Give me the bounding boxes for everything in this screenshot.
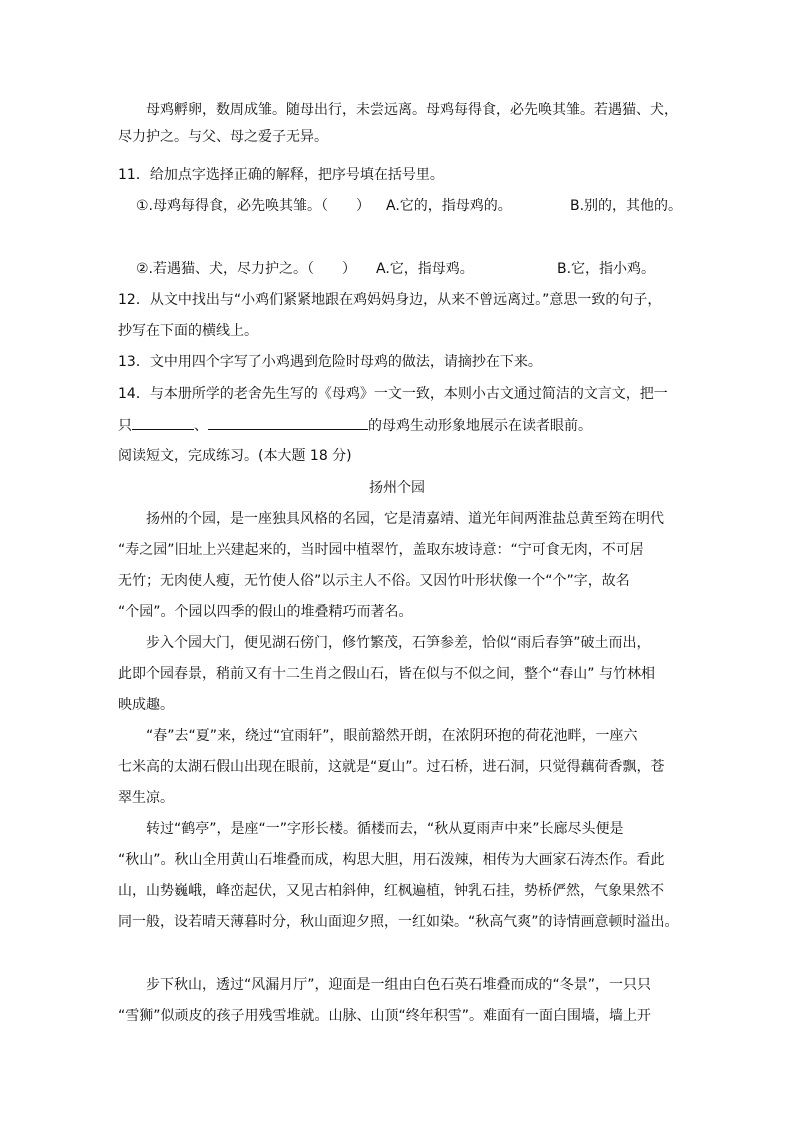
article-line: 步下秋山，透过“风漏月厅”，迎面是一组由白色石英石堆叠而成的“冬景”，一只只 xyxy=(146,977,652,993)
question-11-item-1-option-b: B.别的，其他的。 xyxy=(570,198,683,214)
question-11-item-1-option-a: A.它的，指母鸡的。 xyxy=(386,198,512,214)
question-11-item-1: ①.母鸡每得食，必先唤其雏。（ ） xyxy=(136,198,370,214)
article-line: “个园”。个园以四季的假山的堆叠精巧而著名。 xyxy=(118,604,413,620)
article-line: 山，山势巍峨，峰峦起伏，又见古柏斜伸，红枫遍植，钟乳石挂，势桥俨然，气象果然不 xyxy=(118,883,664,899)
article-line: 扬州的个园，是一座独具风格的名园，它是清嘉靖、道光年间两淮盐总黄至筠在明代 xyxy=(146,511,664,527)
article-line: 同一般，设若晴天薄暮时分，秋山面迎夕照，一红如染。“秋高气爽”的诗情画意顿时溢出。 xyxy=(118,914,679,930)
article-line: 此即个园春景，稍前又有十二生肖之假山石，皆在似与不似之间，整个“春山” 与竹林相 xyxy=(118,666,655,682)
question-14-text: 的母鸡生动形象地展示在读者眼前。 xyxy=(368,418,592,434)
article-line: 转过“鹤亭”，是座“一”字形长楼。循楼而去，“秋从夏雨声中来”长廊尽头便是 xyxy=(146,821,624,837)
article-title: 扬州个园 xyxy=(369,480,425,496)
question-11-item-2: ②.若遇猫、犬，尽力护之。（ ） xyxy=(136,261,357,277)
article-line: “寿之园”旧址上兴建起来的，当时园中植翠竹，盖取东坡诗意：“宁可食无肉，不可居 xyxy=(118,542,644,558)
passage-line: 尽力护之。与父、母之爱子无异。 xyxy=(118,129,328,145)
section-intro: 阅读短文，完成练习。(本大题 18 分) xyxy=(118,448,352,464)
question-11-stem: 11．给加点字选择正确的解释，把序号填在括号里。 xyxy=(118,167,444,183)
article-line: 无竹；无肉使人瘦，无竹使人俗”以示主人不俗。又因竹叶形状像一个“个”字，故名 xyxy=(118,573,630,589)
question-14-line-2 xyxy=(118,415,592,436)
question-14-line: 14．与本册所学的老舍先生写的《母鸡》一文一致，本则小古文通过简洁的文言文，把一 xyxy=(118,386,668,402)
article-line: 七米高的太湖石假山出现在眼前，这就是“夏山”。过石桥，进石洞，只觉得藕荷香飘，苍 xyxy=(118,759,665,775)
article-line: 映成趣。 xyxy=(118,697,174,713)
question-12-line: 抄写在下面的横线上。 xyxy=(118,323,258,339)
question-14-text: 、 xyxy=(194,418,208,434)
question-13-line: 13．文中用四个字写了小鸡遇到危险时母鸡的做法，请摘抄在下来。 xyxy=(118,354,542,370)
question-14-text: 只 xyxy=(118,418,132,434)
question-12-line: 12．从文中找出与“小鸡们紧紧地跟在鸡妈妈身边，从来不曾远离过。”意思一致的句子， xyxy=(118,292,662,308)
question-11-item-2-option-a: A.它，指母鸡。 xyxy=(376,261,474,277)
article-line: 翠生凉。 xyxy=(118,790,174,806)
article-line: 步入个园大门，便见湖石傍门，修竹繁茂，石笋参差，恰似“雨后春笋”破土而出， xyxy=(146,635,651,651)
article-line: “春”去“夏”来，绕过“宜雨轩”，眼前豁然开朗，在浓阴环抱的荷花池畔，一座六 xyxy=(146,728,638,744)
article-line: “雪狮”似顽皮的孩子用残雪堆就。山脉、山顶“终年积雪”。难面有一面白围墙，墙上开 xyxy=(118,1008,652,1024)
passage-line: 母鸡孵卵，数周成雏。随母出行，未尝远离。母鸡每得食，必先唤其雏。若遇猫、犬， xyxy=(146,102,678,118)
answer-blank[interactable] xyxy=(132,415,194,430)
article-line: “秋山”。秋山全用黄山石堆叠而成，构思大胆，用石泼辣，相传为大画家石涛杰作。看此 xyxy=(118,852,665,868)
answer-blank[interactable] xyxy=(208,415,368,430)
question-11-item-2-option-b: B.它，指小鸡。 xyxy=(557,261,656,277)
